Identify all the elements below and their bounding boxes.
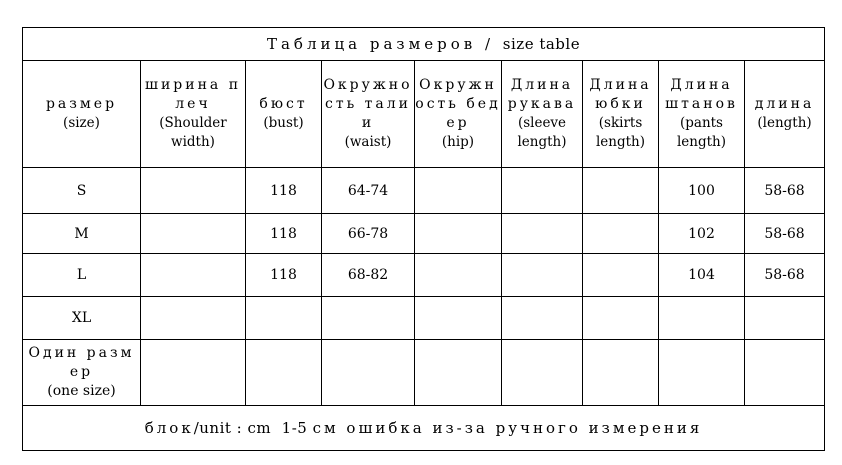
skirt-cell (583, 297, 659, 340)
sleeve-cell (502, 168, 583, 214)
col-header-pants: Длина штанов (pants length) (659, 61, 745, 168)
empty-cell (246, 340, 322, 406)
length-cell (745, 297, 825, 340)
table-row (23, 297, 825, 340)
shoulder-cell (141, 297, 246, 340)
shoulder-cell (141, 168, 246, 214)
size-table (22, 27, 825, 451)
bust-cell: 118 (246, 254, 322, 297)
table-title (23, 28, 825, 61)
col-header-size: размер (size) (23, 61, 141, 168)
hip-cell (415, 168, 502, 214)
bust-cell (246, 297, 322, 340)
col-header-shoulder: ширина плеч (Shoulder width) (141, 61, 246, 168)
pants-cell: 104 (659, 254, 745, 297)
col-header-length: длина (length) (745, 61, 825, 168)
waist-cell: 64-74 (322, 168, 415, 214)
hip-cell (415, 254, 502, 297)
col-header-bust: бюст (bust) (246, 61, 322, 168)
shoulder-cell (141, 214, 246, 254)
table-row (23, 214, 825, 254)
length-cell: 58-68 (745, 214, 825, 254)
empty-cell (502, 340, 583, 406)
bust-cell: 118 (246, 214, 322, 254)
hip-cell (415, 297, 502, 340)
size-cell: L (23, 254, 141, 297)
waist-cell: 66-78 (322, 214, 415, 254)
title-row (23, 28, 825, 61)
pants-cell: 102 (659, 214, 745, 254)
length-cell: 58-68 (745, 254, 825, 297)
sleeve-cell (502, 254, 583, 297)
empty-cell (415, 340, 502, 406)
size-cell: XL (23, 297, 141, 340)
col-header-skirt: Длина юбки (skirts length) (583, 61, 659, 168)
measurement-note (23, 406, 825, 451)
footer-error-note: см ошибка из-за ручного измерения (312, 419, 703, 437)
col-header-waist: Окружность талии (waist) (322, 61, 415, 168)
col-header-sleeve: Длина рукава (sleeve length) (502, 61, 583, 168)
shoulder-cell (141, 254, 246, 297)
col-header-hip: Окружность бедер (hip) (415, 61, 502, 168)
table-row (23, 254, 825, 297)
pants-cell: 100 (659, 168, 745, 214)
empty-cell (659, 340, 745, 406)
waist-cell: 68-82 (322, 254, 415, 297)
skirt-cell (583, 214, 659, 254)
sleeve-cell (502, 297, 583, 340)
empty-cell (322, 340, 415, 406)
empty-cell (583, 340, 659, 406)
waist-cell (322, 297, 415, 340)
size-cell: M (23, 214, 141, 254)
hip-cell (415, 214, 502, 254)
skirt-cell (583, 254, 659, 297)
footer-unit-ru: блок (144, 419, 194, 437)
table-row (23, 168, 825, 214)
title-sep: / (476, 35, 503, 53)
length-cell: 58-68 (745, 168, 825, 214)
one-size-label: Один размер (one size) (23, 340, 141, 406)
footer-row (23, 406, 825, 451)
footer-unit-en: /unit : cm 1-5 (193, 419, 313, 437)
empty-cell (745, 340, 825, 406)
skirt-cell (583, 168, 659, 214)
size-cell: S (23, 168, 141, 214)
table-row-one-size (23, 340, 825, 406)
sleeve-cell (502, 214, 583, 254)
title-ru: Таблица размеров (266, 35, 477, 53)
header-row (23, 61, 825, 168)
pants-cell (659, 297, 745, 340)
empty-cell (141, 340, 246, 406)
bust-cell: 118 (246, 168, 322, 214)
title-en: size table (502, 35, 581, 53)
